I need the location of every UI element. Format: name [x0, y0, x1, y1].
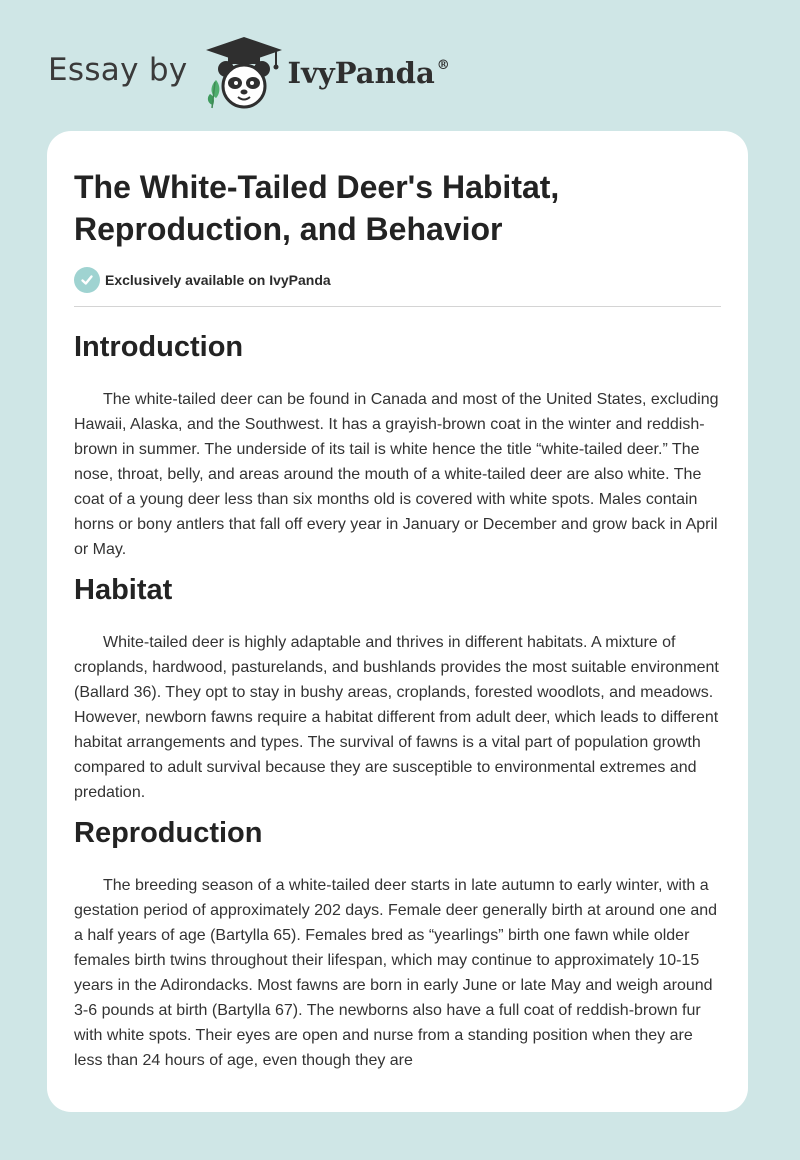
exclusive-badge-text: Exclusively available on IvyPanda — [105, 272, 331, 288]
site-header — [48, 34, 450, 114]
divider — [74, 306, 721, 307]
checkmark-icon — [74, 267, 100, 293]
ivypanda-logo-icon[interactable] — [202, 34, 286, 114]
brand-name-text: IvyPanda — [287, 56, 435, 90]
section-paragraph-reproduction: The breeding season of a white-tailed deer starts in late autumn to early winter, with a gestation period of approximately 202 days. Female deer generally birth at around one and a half years of age (Bartylla 65). Females bred as “yearlings” birth one fawn while older females birth twins throughout their lifespan, which may continue to approximately 10-15 years in the Adirondacks. Most fawns are born in early June or late May and weigh around 3-6 pounds at birth (Bartylla 67). The newborns also have a full coat of reddish-brown fur with white spots. Their eyes are open and nurse from a standing position when they are less than 24 hours of age, even though they are — [74, 877, 718, 1069]
essay-title: The White-Tailed Deer's Habitat, Reproduction, and Behavior — [74, 169, 560, 247]
section-heading-reproduction: Reproduction — [74, 817, 263, 849]
essay-by-label: Essay by — [48, 52, 188, 88]
section-heading-introduction: Introduction — [74, 331, 244, 363]
section-heading-habitat: Habitat — [74, 574, 173, 606]
registered-mark: ® — [436, 58, 450, 73]
section-paragraph-habitat: White-tailed deer is highly adaptable and thrives in different habitats. A mixture of croplands, hardwood, pasturelands, and bushlands provides the most suitable environment (Ballard 36). They opt to stay in bushy areas, croplands, forested woodlots, and meadows. However, newborn fawns require a habitat different from adult deer, which leads to different habitat arrangements and types. The survival of fawns is a vital part of population growth compared to adult survival because they are susceptible to environmental extremes and predation. — [74, 634, 719, 801]
section-paragraph-introduction: The white-tailed deer can be found in Canada and most of the United States, excluding Hawaii, Alaska, and the Southwest. It has a grayish-brown coat in the winter and reddish-brown in summer. The underside of its tail is white hence the title “white-tailed deer.” The nose, throat, belly, and areas around the mouth of a white-tailed deer are also white. The coat of a young deer less than six months old is covered with white spots. Males contain horns or bony antlers that fall off every year in January or December and grow back in April or May. — [74, 391, 719, 558]
essay-card — [47, 131, 748, 1112]
brand-name[interactable] — [288, 56, 450, 90]
exclusive-badge — [74, 267, 721, 293]
